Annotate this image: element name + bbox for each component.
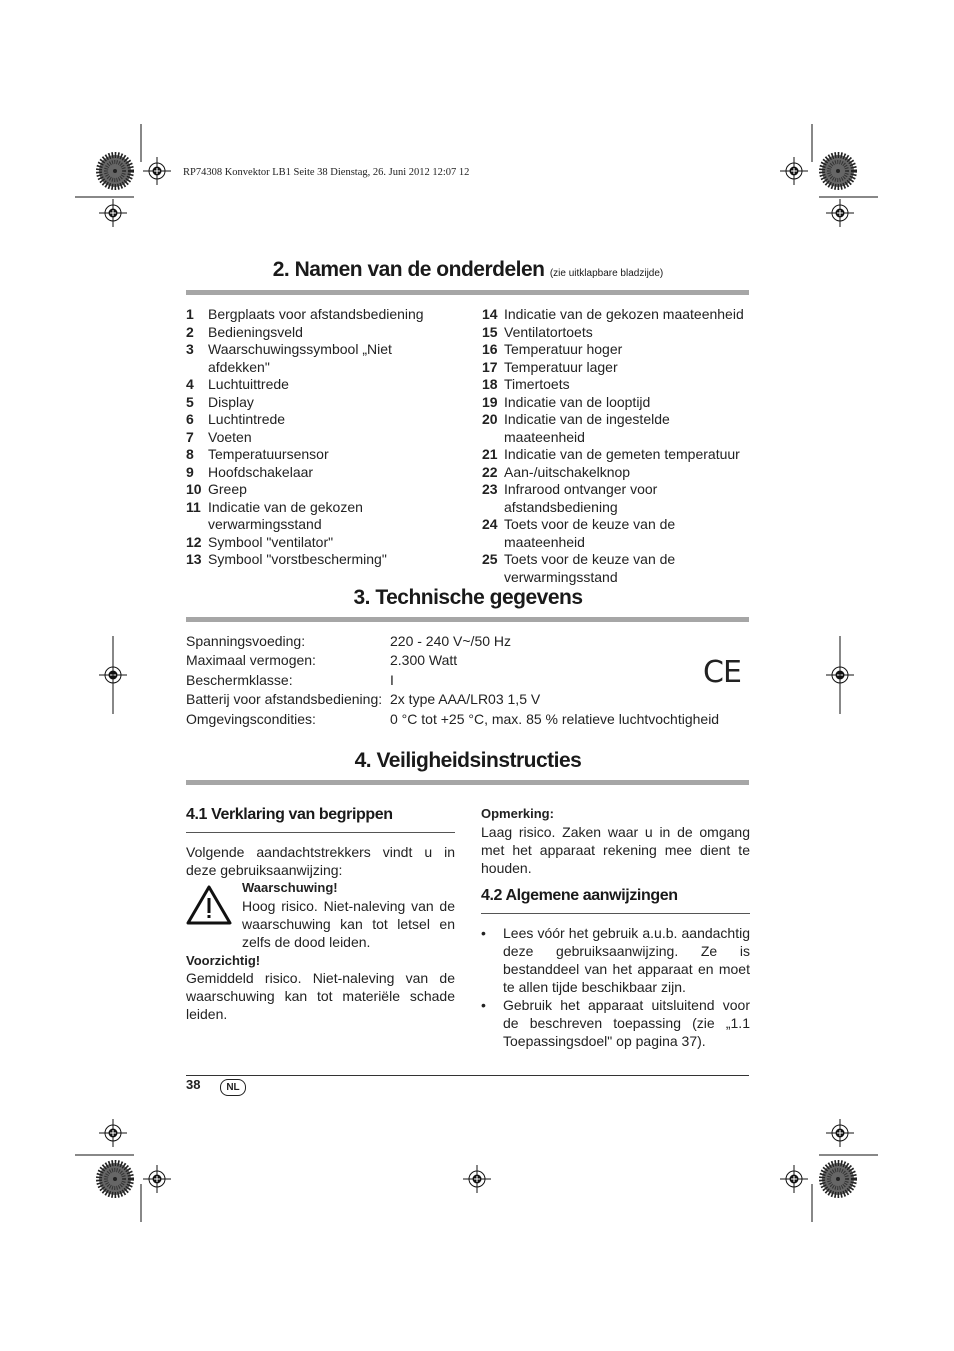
part-label: Voeten (208, 428, 252, 445)
spec-key: Beschermklasse: (186, 671, 293, 688)
part-label: Luchtuittrede (208, 376, 289, 392)
part-item (482, 481, 754, 516)
caution-label: Voorzichtig! (186, 953, 261, 968)
part-number: 25 (482, 551, 498, 567)
part-item (482, 446, 754, 464)
part-label: Hoofdschakelaar (208, 463, 314, 480)
warning-text: Hoog risico. Niet-naleving van de waarschuwing kan tot letsel en zelfs de dood leiden. (242, 898, 455, 950)
technical-data-table (186, 632, 750, 729)
part-label: Luchtintrede (208, 411, 286, 427)
part-item (186, 534, 446, 552)
section-3-title: 3. Technische gegevens (353, 586, 583, 609)
spec-row (186, 632, 750, 651)
part-item (186, 499, 446, 534)
spec-row (186, 690, 750, 709)
part-item (482, 394, 754, 412)
section-4-rule (186, 780, 749, 785)
bullet-item (481, 996, 750, 1050)
part-label: Bedieningsveld (208, 323, 303, 340)
part-label: Aan-/uitschakelknop (504, 463, 631, 480)
parts-list-right (482, 306, 754, 586)
part-number: 14 (482, 306, 498, 322)
section-2-title: 2. Namen van de onderdelen (272, 258, 545, 281)
part-label: Indicatie van de ingestelde maateenheid (504, 411, 670, 445)
part-number: 20 (482, 411, 498, 427)
part-number: 18 (482, 376, 498, 392)
part-label: Symbool "ventilator" (208, 533, 334, 550)
part-label: Temperatuursensor (208, 446, 329, 462)
subsection-4-2-rule (481, 913, 750, 914)
spec-row (186, 671, 750, 690)
part-number: 7 (186, 428, 194, 445)
page-number: 38 (186, 1077, 201, 1092)
section-2-note: (zie uitklapbare bladzijde) (549, 268, 664, 279)
bullet-icon: • (481, 925, 486, 941)
part-number: 21 (482, 446, 498, 462)
part-number: 17 (482, 358, 498, 375)
subsection-4-1-rule (186, 832, 455, 833)
part-item (482, 324, 754, 342)
part-number: 15 (482, 323, 498, 340)
spec-row (186, 710, 750, 729)
part-number: 6 (186, 411, 194, 427)
general-instructions-list (481, 924, 750, 1050)
spec-key: Omgevingscondities: (186, 710, 316, 727)
section-2-rule (186, 290, 749, 295)
bullet-item (481, 924, 750, 996)
part-label: Display (208, 393, 254, 410)
part-label: Waarschuwingssymbool „Niet afdekken" (208, 341, 392, 375)
footer-rule (186, 1075, 749, 1076)
spec-value: 220 - 240 V~/50 Hz (390, 633, 512, 649)
part-number: 16 (482, 341, 498, 357)
part-number: 19 (482, 393, 498, 410)
part-label: Infrarood ontvanger voor afstandsbediening (504, 481, 658, 515)
part-item (482, 359, 754, 377)
parts-list-left (186, 306, 446, 569)
part-label: Ventilatortoets (504, 323, 593, 340)
spec-value: 0 °C tot +25 °C, max. 85 % relatieve luchtvochtigheid (390, 710, 720, 727)
ce-mark: CE (703, 655, 741, 690)
note-label: Opmerking: (481, 806, 554, 821)
subsection-4-1-title: 4.1 Verklaring van begrippen (186, 806, 393, 823)
part-number: 9 (186, 463, 194, 480)
part-number: 13 (186, 551, 202, 567)
part-number: 8 (186, 446, 194, 462)
part-item (186, 324, 446, 342)
part-item (186, 481, 446, 499)
bullet-text: Lees vóór het gebruik a.u.b. aandachtig deze gebruiksaanwijzing. Ze is bestanddeel van het apparaat en moet te allen tijde beschikbaar zijn. (503, 925, 750, 995)
bullet-text: Gebruik het apparaat uitsluitend voor de beschreven toepassing (zie „1.1 Toepassingsdoel" op pagina 37). (503, 997, 750, 1049)
part-number: 23 (482, 481, 498, 497)
part-number: 12 (186, 533, 202, 550)
intro-text: Volgende aandachtstrekkers vindt u in deze gebruiksaanwijzing: (186, 844, 455, 878)
part-label: Symbool "vorstbescherming" (208, 551, 387, 567)
part-item (482, 551, 754, 586)
part-item (186, 394, 446, 412)
part-label: Temperatuur lager (504, 358, 618, 375)
part-item (186, 411, 446, 429)
note-text: Laag risico. Zaken waar u in de omgang met het apparaat rekening mee dient te houden. (481, 824, 750, 876)
part-label: Bergplaats voor afstandsbediening (208, 306, 424, 322)
part-number: 11 (186, 498, 201, 515)
section-3-rule (186, 617, 749, 622)
warning-triangle-icon (186, 884, 232, 926)
spec-value: I (390, 671, 394, 688)
part-number: 4 (186, 376, 194, 392)
spec-value: 2x type AAA/LR03 1,5 V (390, 691, 541, 708)
part-item (482, 376, 754, 394)
part-item (186, 429, 446, 447)
part-number: 24 (482, 516, 498, 532)
bullet-icon: • (481, 997, 486, 1013)
part-label: Toets voor de keuze van de verwarmingsstand (504, 551, 676, 585)
section-2-heading (186, 258, 750, 282)
part-label: Toets voor de keuze van de maateenheid (504, 516, 676, 550)
spec-row (186, 651, 750, 670)
part-label: Timertoets (504, 376, 570, 392)
part-item (186, 446, 446, 464)
part-item (482, 306, 754, 324)
print-header: RP74308 Konvektor LB1 Seite 38 Dienstag, 26. Juni 2012 12:07 12 (183, 167, 470, 178)
part-item (186, 341, 446, 376)
part-label: Indicatie van de gekozen maateenheid (504, 306, 744, 322)
part-label: Indicatie van de gekozen verwarmingsstand (208, 498, 363, 532)
part-number: 10 (186, 481, 202, 497)
spec-key: Batterij voor afstandsbediening: (186, 691, 383, 708)
subsection-4-2-title: 4.2 Algemene aanwijzingen (481, 887, 678, 904)
part-item (186, 551, 446, 569)
part-item (186, 306, 446, 324)
part-item (482, 411, 754, 446)
spec-value: 2.300 Watt (390, 652, 458, 669)
part-number: 5 (186, 393, 194, 410)
warning-label: Waarschuwing! (242, 880, 338, 895)
part-number: 22 (482, 463, 498, 480)
part-label: Indicatie van de gemeten temperatuur (504, 446, 740, 462)
part-label: Greep (208, 481, 247, 497)
part-label: Indicatie van de looptijd (504, 393, 651, 410)
spec-key: Spanningsvoeding: (186, 633, 306, 649)
part-number: 3 (186, 341, 194, 357)
section-4-title: 4. Veiligheidsinstructies (354, 749, 582, 772)
spec-key: Maximaal vermogen: (186, 652, 316, 669)
part-label: Temperatuur hoger (504, 341, 623, 357)
part-item (482, 341, 754, 359)
caution-text: Gemiddeld risico. Niet-naleving van de waarschuwing kan tot materiële schade leiden. (186, 970, 455, 1022)
language-badge: NL (220, 1079, 246, 1096)
part-item (482, 516, 754, 551)
part-number: 2 (186, 323, 194, 340)
part-number: 1 (186, 306, 194, 322)
part-item (186, 376, 446, 394)
part-item (186, 464, 446, 482)
part-item (482, 464, 754, 482)
